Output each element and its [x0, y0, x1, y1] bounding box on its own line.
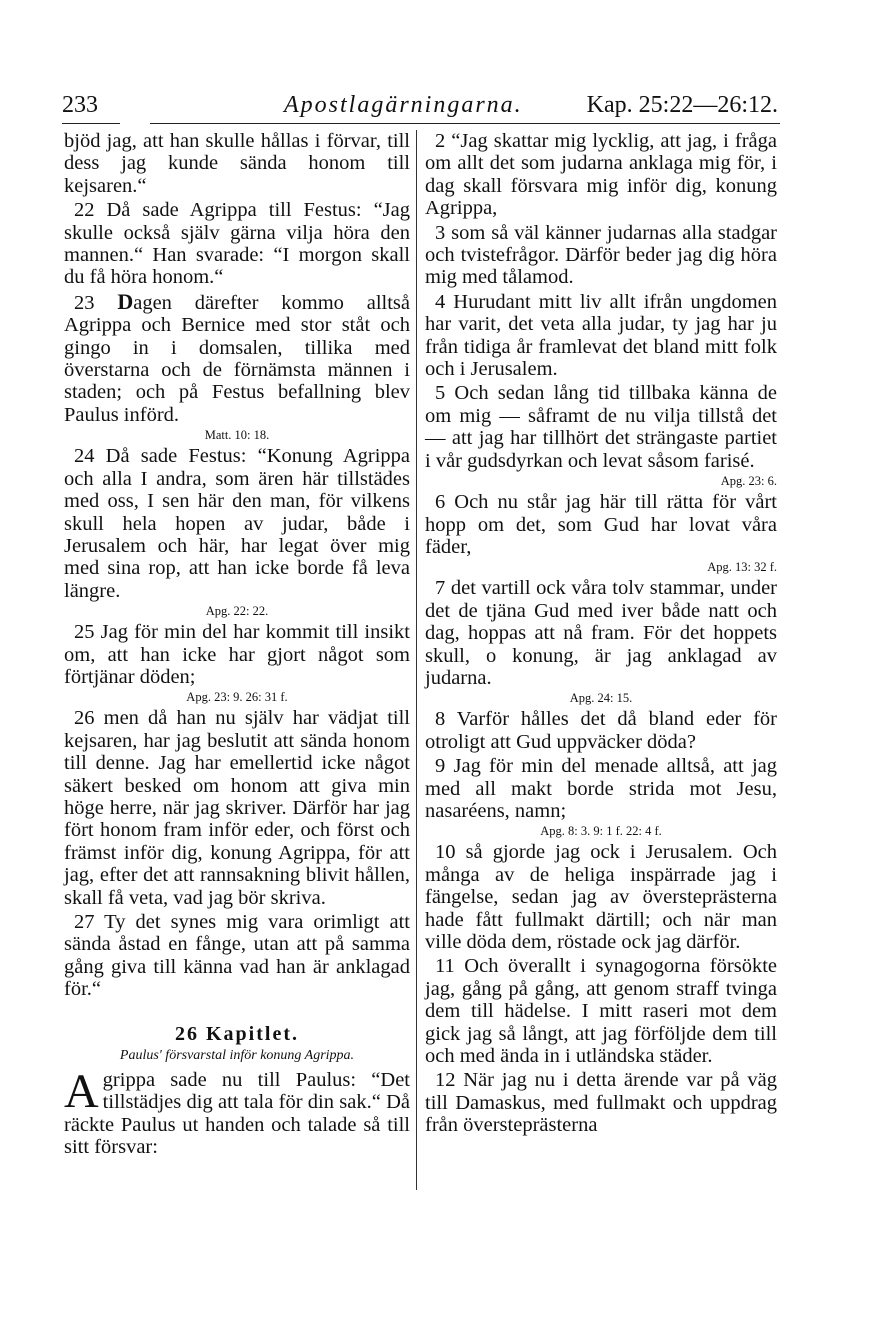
- cross-reference: Apg. 23: 9. 26: 31 f.: [186, 690, 288, 705]
- chapter-subtitle: Paulus' försvarstal inför konung Agrippa.: [119, 1048, 355, 1064]
- left-column: [64, 130, 410, 1161]
- verse-4: 4 Hurudant mitt liv allt ifrån ungdomen har varit, det veta alla judar, ty jag har ju från tidiga år framlevat det bland mitt folk och i Jerusalem.: [425, 290, 777, 381]
- verse-8: 8 Varför hålles det då bland eder för otroligt att Gud uppväcker döda?: [425, 708, 777, 753]
- cross-reference: Apg. 13: 32 f.: [707, 560, 777, 575]
- chapter-heading: 26 Kapitlet.: [175, 1022, 299, 1045]
- drop-cap: A: [64, 1065, 99, 1119]
- verse-12: 12 När jag nu i detta ärende var på väg till Damaskus, med fullmakt och uppdrag från översteprästerna: [425, 1069, 777, 1137]
- verse-3: 3 som så väl känner judarnas alla stadgar och tvistefrågor. Därför beder jag dig höra mig med tålamod.: [425, 221, 777, 289]
- verse-number: 23: [74, 291, 95, 314]
- verse-text: grippa sade nu till Paulus: “Det tillstädjes dig att tala för din sak.“ Då räckte Paulus ut handen och talade så till sitt försvar:: [64, 1069, 410, 1159]
- header-rule-short: [62, 123, 120, 124]
- book-title: Apostlagärningarna.: [284, 92, 523, 118]
- page-number: 233: [62, 92, 98, 118]
- verse-22: 22 Då sade Agrippa till Festus: “Jag skulle också själv gärna vilja höra den mannen.“ Han svarade: “I morgon skall du få höra honom.“: [64, 199, 410, 289]
- verse-27: 27 Ty det synes mig vara orimligt att sända åstad en fånge, utan att på samma gång giva till känna vad han är anklagad för.“: [64, 911, 410, 1001]
- verse-text: agen därefter kommo alltså Agrippa och Bernice med stor ståt och gingo in i domsalen, tillika med överstarna och de förnämsta männen i staden; och på Festus befallning blev Paulus införd.: [64, 291, 411, 426]
- cross-reference: Apg. 23: 6.: [720, 474, 777, 489]
- chapter-reference: Kap. 25:22—26:12.: [586, 92, 778, 118]
- verse-1: [64, 1065, 410, 1161]
- page-header: [62, 88, 778, 122]
- verse-10: 10 så gjorde jag ock i Jerusalem. Och många av de heliga inspärrade jag i fängelse, sedan jag av översteprästerna hade fått fullmakt därtill; och när man ville döda dem, röstade ock jag därför.: [425, 841, 777, 953]
- right-column: [425, 130, 777, 1139]
- verse-9: 9 Jag för min del menade alltså, att jag med all makt borde strida mot Jesu, nasaréens, namn;: [425, 755, 777, 822]
- bold-initial: D: [117, 288, 134, 314]
- verse-11: 11 Och överallt i synagogorna försökte jag, gång på gång, att genom straff tvinga dem till hädelse. I mitt raseri mot dem gick jag så långt, att jag förföljde dem till och med ända in i utländska städer.: [425, 955, 777, 1068]
- column-divider: [416, 130, 417, 1190]
- verse-5: 5 Och sedan lång tid tillbaka känna de om mig — såframt de nu vilja tillstå det — att jag har tillhört det strängaste partiet i vår gudsdyrkan och levat såsom farisé.: [425, 382, 777, 472]
- verse-6: 6 Och nu står jag här till rätta för vårt hopp om det, som Gud har lovat våra fäder,: [425, 491, 777, 558]
- verse-7: 7 det vartill ock våra tolv stammar, under det de tjäna Gud med iver både natt och dag, hoppas att nå fram. För det hoppets skull, o konung, är jag anklagad av judarna.: [425, 577, 777, 689]
- cross-reference: Apg. 24: 15.: [569, 691, 633, 706]
- header-rule: [150, 123, 780, 124]
- cross-reference: Apg. 22: 22.: [205, 604, 269, 619]
- verse-2: 2 “Jag skattar mig lycklig, att jag, i fråga om allt det som judarna anklaga mig för, i dag skall försvara mig inför dig, konung Agrippa,: [425, 130, 777, 220]
- verse-26: 26 men då han nu själv har vädjat till kejsaren, har jag beslutit att sända honom till denne. Jag har emellertid icke något säkert besked om honom att giva min höge herre, när jag skriver. Därför har jag fört honom fram inför eder, och först och främst inför dig, konung Agrippa, för att jag, efter det att rannsakning blivit hållen, skall få veta, vad jag bör skriva.: [64, 707, 410, 909]
- verse-25: 25 Jag för min del har kommit till insikt om, att han icke har gjort något som förtjänar döden;: [64, 621, 410, 688]
- verse-24: 24 Då sade Festus: “Konung Agrippa och alla I andra, som ären här tillstädes med oss, I sen här den man, för vilkens skull hela hopen av judar, både i Jerusalem och här, har legat över mig med sina rop, att han icke borde få leva längre.: [64, 445, 410, 602]
- cross-reference: Matt. 10: 18.: [204, 428, 270, 443]
- verse-text: bjöd jag, att han skulle hållas i förvar, till dess jag kunde sända honom till kejsaren.“: [64, 130, 410, 197]
- verse-23: [64, 288, 411, 426]
- cross-reference: Apg. 8: 3. 9: 1 f. 22: 4 f.: [540, 824, 662, 839]
